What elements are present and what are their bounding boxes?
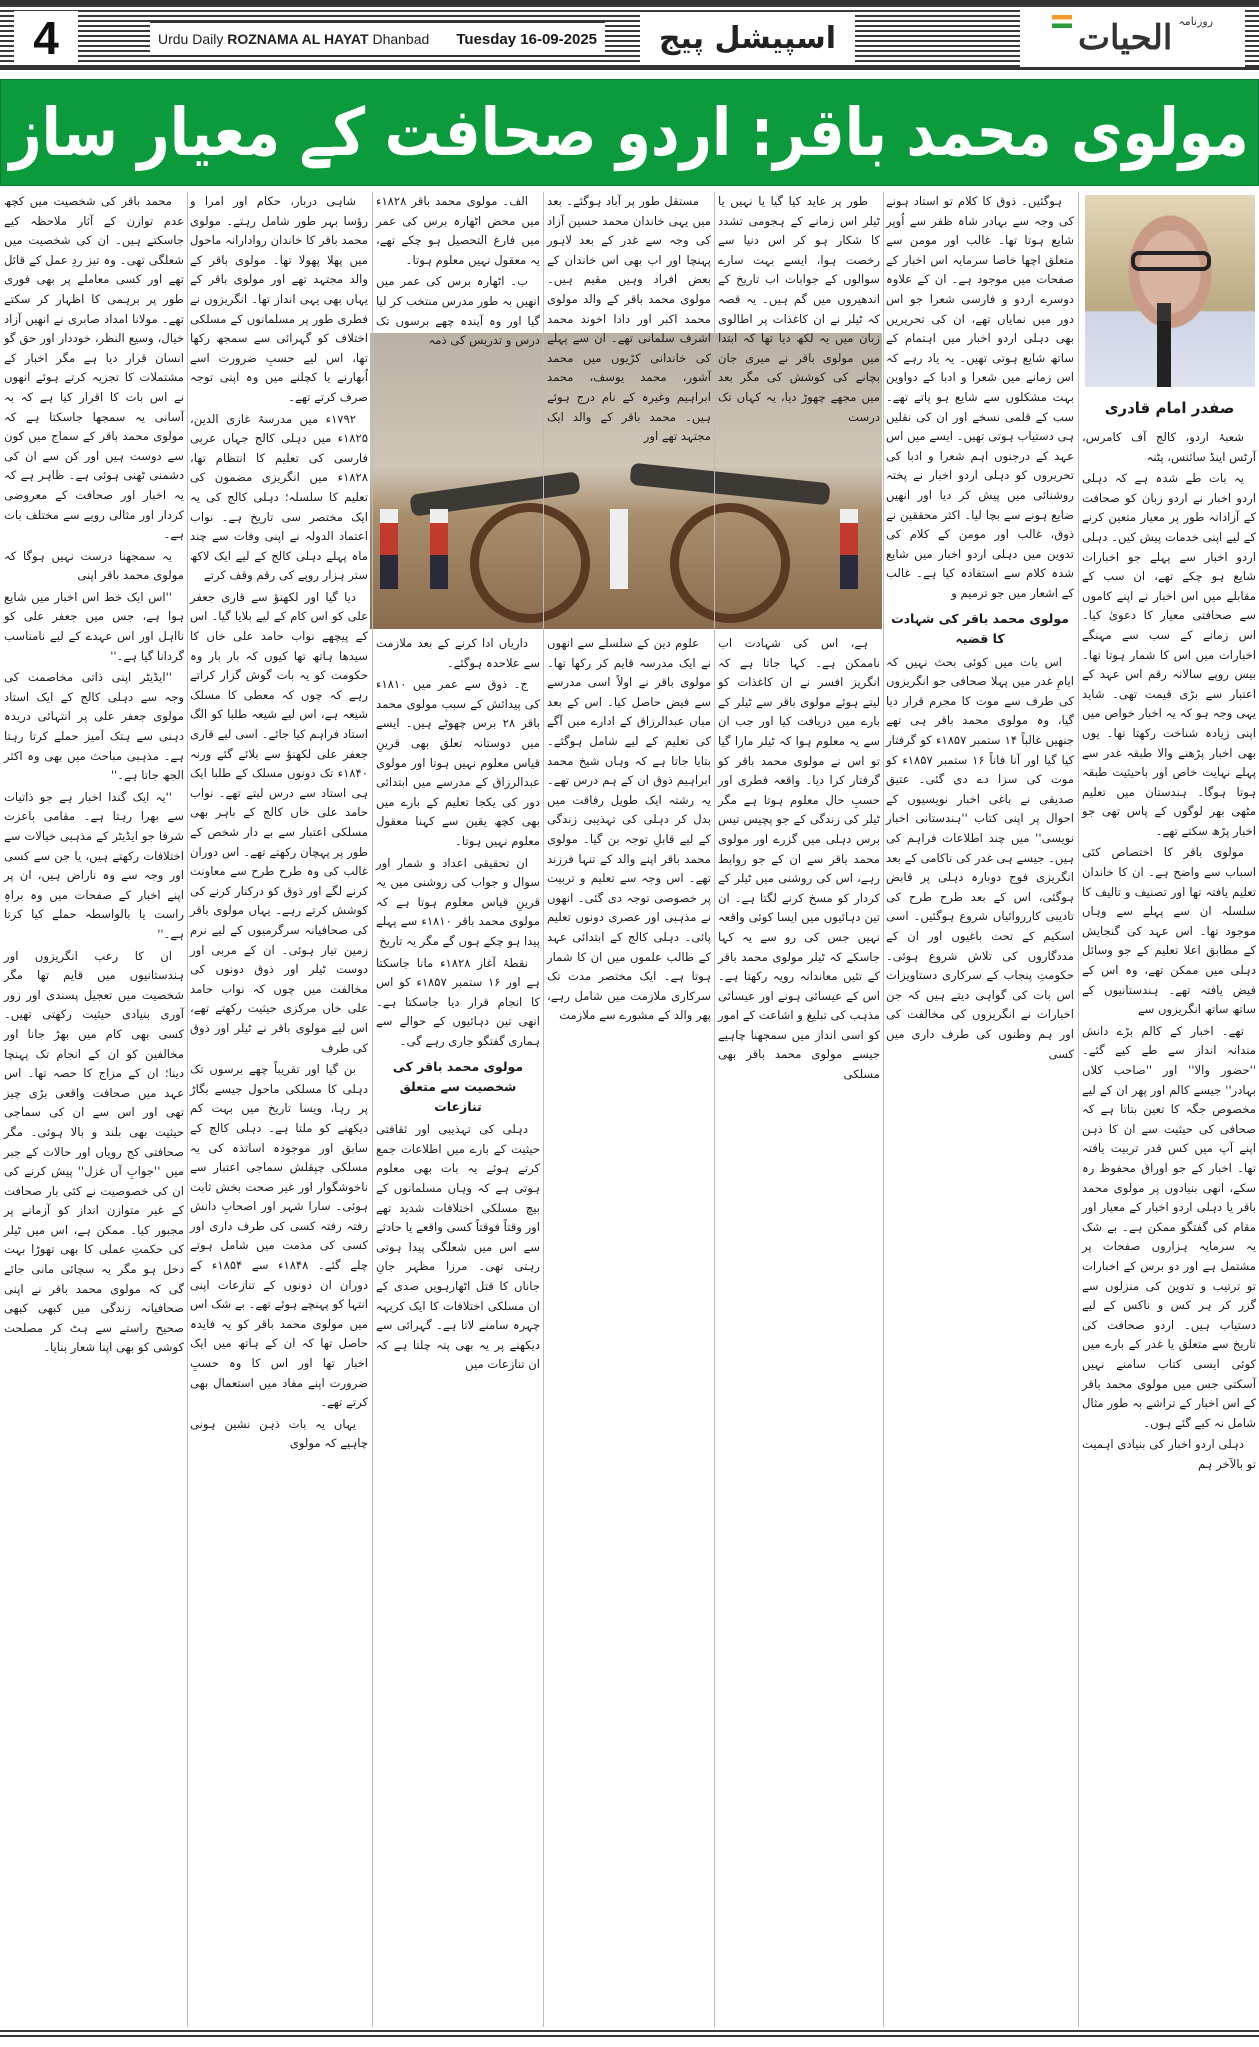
paragraph: مولوی باقر کا اختصاص کئی اسباب سے واضح ہے۔ ان کا خاندان تعلیم یافتہ تھا اور تصنیف و تالیف کا سلسلہ ان سے پہلے سے وہاں موجود تھا۔ اس عہد کی گنجایش کے مطابق اعلا تعلیم کے جو وسائل دہلی میں ممکن تھے، وہ اس کے فیض یافتہ تھے۔ ہندستانیوں کے ساتھ ساتھ انگریزوں سے	[1082, 845, 1256, 1017]
paragraph: یہ بات طے شدہ ہے کہ دہلی اردو اخبار نے اردو زبان کو صحافت کے آزادانہ طور پر معیار متعین کرنے کے لیے اپنی خدمات پیش کیں۔ دہلی اردو اخبار سے پہلے جو اخبارات شایع ہو چکے تھے، ان سب کے مقابلے میں اس اخبار نے اپنے کاموں سے صحافتی معیار کا دعویٰ کیا۔ اس زمانے کے سب سے مہنگے اخبارات میں اس کا شمار ہوتا تھا۔ بیس روپے سالانہ رقم اس عہد کے اعتبار سے بڑی قیمت تھی۔ شاید یہی وجہ ہو کہ یہ اخبار خواص میں اپنی زیادہ شناخت رکھتا تھا۔ یوں بھی اخبار پڑھنے والا طبقہ غدر سے پہلے نہایت خاص اور باحیثیت طبقہ ہوتا ہوگا۔ ہندستان میں تعلیم مٹھی بھر لوگوں کے پاس تھی جو اخبار پڑھ سکتے تھے۔	[1082, 471, 1256, 838]
paragraph: ''یہ ایک گندا اخبار ہے جو ذاتیات سے بھرا رہتا ہے۔ مقامی باعزت شرفا جو ایڈیٹر کے مذہبی خیالات سے اختلافات رکھتے ہیں، یا جن سے کسی اور وجہ سے وہ ناراض ہیں، ان پر اپنے اخبار کے صفحات میں وہ براہِ راست یا بالواسطہ حملے کیا کرتا ہے۔''	[4, 789, 184, 941]
paragraph: مستقل طور پر آباد ہوگئے۔ بعد میں یہی خاندان محمد حسین آزاد کی وجہ سے غدر کے بعد لاہور پہنچا اور اب بھی اس خاندان کے بعض افراد وہیں مقیم ہیں۔ مولوی محمد باقر کے والد مولوی محمد اکبر اور دادا اخوند محمد اشرف سلمانی تھے۔ ان سے پہلے کی خاندانی کڑیوں میں محمد آشور، محمد یوسف، محمد ابراہیم وغیرہ کے نام درج ہوئے ہیں۔ محمد باقر کے والد ایک مجتہد تھے اور	[547, 194, 711, 444]
paragraph: یہاں یہ بات ذہن نشین ہونی چاہیے کہ مولوی	[190, 1416, 368, 1451]
paragraph: ان تحقیقی اعداد و شمار اور سوال و جواب کی روشنی میں یہ قرینِ قیاس معلوم ہوتا ہے کہ مولوی محمد باقر ۱۸۱۰ء سے پہلے پیدا ہو چکے ہوں گے مگر یہ تاریخ	[376, 855, 540, 948]
soldier-figure	[430, 509, 448, 589]
paragraph: طور پر عاید کیا گیا یا نہیں یا ٹیلر اس زمانے کے ہجومی تشدد کا شکار ہو کر اس دنیا سے رخصت ہوا، ایسے بہت سارے سوالوں کے جوابات اب تاریخ کے اندھیروں میں گم ہیں۔ یہ قصہ کہ ٹیلر نے ان کاغذات پر اطالوی زبان میں یہ لکھ دیا تھا کہ ابتدا میں مولوی باقر نے میری جان بچانے کی کوشش کی مگر بعد میں مجھے چھوڑ دیا، یہ کہاں تک درست	[718, 194, 880, 424]
soldier-figure	[380, 509, 398, 589]
author-photo	[1085, 195, 1255, 387]
paragraph: الف۔ مولوی محمد باقر ۱۸۲۸ء میں محض اٹھارہ برس کی عمر میں فارغ التحصیل ہو چکے تھے، یہ معقول نہیں معلوم ہوتا۔	[376, 194, 540, 267]
paragraph: ہوگئیں۔ ذوق کا کلام تو استاد ہونے کی وجہ سے بہادر شاہ ظفر سے اُوپر شایع ہوتا تھا۔ غالب اور مومن سے متعلق اچھا خاصا سرمایہ اس اخبار کے صفحات میں موجود ہے۔ ان کے علاوہ دوسرے اردو و فارسی شعرا جو اس دور میں نمایاں تھے، ان کی تحریریں بھی دہلی اردو اخبار میں اہتمام کے ساتھ شایع ہوتی تھیں۔ یہ یاد رہے کہ اس زمانے میں شعرا و ادبا کے دواوین بہت مشکلوں سے شایع ہو پاتے تھے۔ سب کے قلمی نسخے اور ان کی نقلیں ہی دستیاب ہوتی تھیں۔ ایسے میں اس عہد کے درجنوں اہم شعرا و ادبا کی تحریروں کو دہلی اردو اخبار نے پختہ روشنائی میں پیش کر دیا اور انھیں ضایع ہونے سے بچا لیا۔ اکثر محققین نے ذوق، غالب اور مومن کے کلام کی تدوین میں دہلی اردو اخبار میں شایع شدہ کلام سے استفادہ کیا ہے۔ غالب کے اشعار میں جو ترمیم و	[886, 194, 1074, 600]
issue-date: Tuesday 16-09-2025	[456, 30, 597, 48]
paragraph: بن گیا اور تقریباً چھے برسوں تک دہلی کا مسلکی ماحول جیسے بگاڑ پر رہا، ویسا تاریخ میں بہت کم دیکھنے کو ملتا ہے۔ دہلی کالج کے سابق اور موجودہ اساتذہ کی یہ مسلکی چپقلش سماجی اعتبار سے ناخوشگوار اور غیر صحت بخش ثابت ہوئی۔ سارا شہر اور اصحابِ دانش رفتہ رفتہ کسی کی طرف داری اور کسی کی مذمت میں شامل ہوتے چلے گئے۔ ۱۸۴۸ء سے ۱۸۵۴ء کے دوران ان دونوں کے تنازعات اپنی انتہا کو پہنچے ہوئے تھے۔ بے شک اس میں مولوی محمد باقر کو یہ فایدہ حاصل تھا کہ ان کے ہاتھ میں ایک اخبار تھا اور اس کا وہ حسبِ ضرورت اپنے مفاد میں استعمال بھی کرتے تھے۔	[190, 1062, 368, 1410]
article-column-4	[547, 634, 711, 2027]
column-divider	[883, 192, 884, 2027]
article-column-1	[1082, 428, 1256, 2025]
paragraph: شعبۂ اردو، کالج آف کامرس، آرٹس اینڈ سائنس، پٹنہ	[1082, 430, 1256, 464]
section-title: اسپیشل پیج	[640, 13, 855, 65]
page-number: 4	[14, 11, 78, 65]
column-divider	[372, 192, 373, 2027]
newspaper-logo	[1020, 9, 1245, 67]
article-column-6	[190, 192, 368, 2027]
edition-prefix: Urdu Daily	[158, 31, 224, 47]
paragraph: علوم دین کے سلسلے سے انھوں نے ایک مدرسہ قایم کر رکھا تھا۔ مولوی باقر نے اولاً اسی مدرسے سے فیض حاصل کیا۔ اس کے بعد میاں عبدالرزاق کے ادارے میں آگے کی تعلیم کے لیے شامل ہوگئے۔ بتایا جاتا ہے کہ وہاں شیخ محمد ابراہیم ذوق ان کے ہم درس تھے۔ یہ رشتہ ایک طویل رفاقت میں بدل کر دہلی کی تہذیبی زندگی کے لیے قابلِ توجہ بن گیا۔ مولوی محمد باقر اپنے والد کے تنہا فرزند تھے۔ اس وجہ سے تعلیم و تربیت پر خصوصی توجہ دی گئی۔ انھوں نے مذہبی اور عصری دونوں تعلیم پائی۔ دہلی کالج کے ابتدائی عہد کے طالب علموں میں ان کا شمار ہوتا ہے۔ ایک مختصر مدت تک سرکاری ملازمت میں شامل رہے، پھر والد کے مشورے سے ملازمت	[547, 636, 711, 1023]
column-divider	[714, 192, 715, 2027]
cannon-wheel	[470, 503, 590, 623]
edition-info	[150, 21, 605, 57]
prisoner-figure	[610, 509, 628, 589]
paragraph: ہے، اس کی شہادت اب ناممکن ہے۔ کہا جاتا ہے کہ انگریز افسر نے ان کاغذات کو لیتے ہوئے مولوی باقر سے ٹیلر کے بارے میں دریافت کیا اور جب ان سے یہ معلوم ہوا کہ ٹیلر مارا گیا تو اس نے مولوی محمد باقر کو گرفتار کرا دیا۔ واقعہ فطری اور حسبِ حال معلوم ہوتا ہے مگر ٹیلر کی زندگی کے جو پچیس تیس برس دہلی میں گزرے اور مولوی محمد باقر سے ان کے جو روابط رہے، اس کی روشنی میں ٹیلر کے کردار کو مسخ کرنے لگتا ہے۔ ان تین دہائیوں میں ایسا کوئی واقعہ نہیں جس کی رو سے یہ کہا جاسکے کہ ٹیلر مولوی محمد باقر کے تئیں معاندانہ رویہ رکھتا ہے۔ اس کے عیسائی ہونے اور عیسائی مذہب کی تبلیغ و اشاعت کے امور کو اسی انداز میں سمجھنا چاہیے جیسے مولوی محمد باقر بھی مسلکی	[718, 636, 880, 1082]
article-column-2	[886, 192, 1074, 2027]
headline: مولوی محمد باقر: اردو صحافت کے معیار ساز	[9, 93, 1250, 171]
article-column-3-top	[718, 192, 880, 424]
author-name: صفدر امام قادری	[1104, 399, 1235, 417]
paragraph: دہلی اردو اخبار کی بنیادی اہمیت تو بالآخر ہم	[1082, 1437, 1256, 1471]
paragraph: محمد باقر کی شخصیت میں کچھ عدم توازن کے آثار ملاحظہ کیے جاسکتے ہیں۔ ان کی شخصیت میں شعلگی تھی۔ وہ تیز ردِ عمل کے قائل تھے اور کسی معاملے پر بھی فوری طور پر برہمی کا اظہار کر سکتے تھے۔ مولانا امداد صابری نے انھیں آزاد خیال، وسیع النظر، خوددار اور حق گو انسان قرار دیا ہے مگر اخبار کے مشتملات کا تجزیہ کرتے ہوئے انھوں نے اس بات کا اقرار کیا ہے کہ بہ آسانی یہ سمجھا جاسکتا ہے کہ مولوی محمد باقر کے سماج میں کون سے دوست ہیں اور کن سے ان کی دشمنی ٹھنی ہوئی ہے۔ ظاہر ہے کہ یہ اخبار اور صحافت کے معروضی کردار اور مثالی رویے سے مختلف بات ہے۔	[4, 194, 184, 542]
article-column-5-top	[376, 192, 540, 348]
edition-line	[158, 31, 429, 47]
paragraph: ۱۷۹۲ء میں مدرسۂ غازی الدین، ۱۸۲۵ء میں دہلی کالج جہاں عربی فارسی کی تعلیم کا انتظام تھا، ۱۸۲۸ء میں انگریزی مضمون کی تعلیم کا سلسلہ؛ دہلی کالج کی یہ ایک مختصر سی تاریخ ہے۔ نواب اعتماد الدولہ نے اپنی وفات سے چند ماہ پہلے دہلی کالج کے لیے ایک لاکھ ستر ہزار روپے کی رقم وقف کرتے	[190, 411, 368, 583]
paragraph: نقطۂ آغاز ۱۸۲۸ء مانا جاسکتا ہے اور ۱۶ ستمبر ۱۸۵۷ء کو اس کا انجام قرار دیا جاسکتا ہے۔ انھی تین دہائیوں کے حوالے سے ہماری گفتگو جاری رہے گی۔	[376, 955, 540, 1048]
paragraph: دہلی کی تہذیبی اور ثقافتی حیثیت کے بارے میں اطلاعات جمع کرتے ہوئے یہ بات بھی معلوم ہوتی ہے کہ وہاں مسلمانوں کے بیچ مسلکی اختلافات شدید تھے اور وقتاً فوقتاً کسی واقعے یا حادثے سے اس میں شعلگی پیدا ہوتی رہتی تھی۔ مرزا مظہر جانِ جاناں کا قتل اٹھارہویں صدی کے ان مسلکی اختلافات کا ایک کریہہ چہرہ سامنے لاتا ہے۔ گہرائی سے دیکھنے پر یہ بھی پتہ چلتا ہے کہ ان تنازعات میں	[376, 1122, 540, 1372]
article-column-7	[4, 192, 184, 2027]
soldier-figure	[840, 509, 858, 589]
paragraph: داریاں ادا کرنے کے بعد ملازمت سے علاحدہ ہوگئے۔	[376, 636, 540, 670]
paragraph: ج۔ ذوق سے عمر میں ۱۸۱۰ء کی پیدائش کے سبب مولوی محمد باقر ۲۸ برس چھوٹے ہیں۔ ایسے میں دوستانہ تعلق بھی قرینِ قیاس معلوم نہیں ہوتا اور مولوی عبدالرزاق کے مدرسے میں ابتدائی دور کی یکجا تعلیم کے بارے میں بھی کچھ یقین سے کہنا معقول معلوم نہیں ہوتا۔	[376, 677, 540, 848]
cannon-shape	[629, 463, 830, 506]
glasses-shape	[1131, 251, 1211, 271]
paragraph: تھے۔ اخبار کے کالم بڑے دانش مندانہ انداز سے طے کیے گئے۔ ''حضور والا'' اور ''صاحب کلاں بہادر'' جیسے کالم اور پھر ان کے لیے مخصوص جگہ کا تعین بتاتا ہے کہ صحافی کی حیثیت سے ان کا ذہن اپنے آپ میں کس قدر تربیت یافتہ تھا۔ اخبار کے جو اوراق محفوظ رہ سکے، انھی بنیادوں پر مولوی محمد باقر یا دہلی اردو اخبار کے معیار اور مقام کی گفتگو ممکن ہے۔ بے شک یہ سرمایہ ہزاروں صفحات پر مشتمل ہے اور دو برس کے اخبارات تو ترتیب و تدوین کی منزلوں سے گزر کر ہر کس و ناکس کے لیے دستیاب ہیں۔ اردو صحافت کی تاریخ سے متعلق یا غدر کے بارے میں کوئی ایسی کتاب سامنے نہیں آسکتی جس میں مولوی محمد باقر کے اس اخبار کے تراشے بہ طور مثال شامل نہ کیے گئے ہوں۔	[1082, 1023, 1256, 1430]
paragraph: یہ سمجھنا درست نہیں ہوگا کہ مولوی محمد باقر اپنی	[4, 548, 184, 583]
paragraph: شاہی دربار، حکام اور امرا و رؤسا بہر طور شامل رہتے۔ مولوی محمد باقر کا خاندان روادارانہ ماحول میں پھلا پھولا تھا۔ مولوی باقر کے والد مجتہد تھے اور مولوی باقر کے یہاں بھی یہی انداز تھا۔ انگریزوں نے فطری طور پر مسلمانوں کے مسلکی اختلاف کو گہرائی سے سمجھ رکھا تھا، اس لیے حسبِ ضرورت اسے اُبھارنے یا کچلنے میں وہ اپنی توجہ صرف کرتے تھے۔	[190, 194, 368, 404]
microphone-shape	[1157, 303, 1171, 387]
column-divider	[187, 192, 188, 2027]
paragraph: ''اس ایک خط اس اخبار میں شایع ہوا ہے، جس میں جعفر علی کو نااہل اور اس عہدے کے لیے نامناسب گردانا گیا ہے۔''	[4, 589, 184, 663]
article-column-3	[718, 634, 880, 2027]
subheading: مولوی محمد باقر کی شہادت کا قضیہ	[891, 611, 1069, 647]
paragraph: ''ایڈیٹر اپنی ذاتی مخاصمت کی وجہ سے دہلی کالج کے ایک استاد مولوی جعفر علی پر انتہائی دریدہ دہنی سے ہتک آمیز حملے کرتا رہتا ہے۔ مذہبی مباحث میں بھی وہ اکثر الجھ جاتا ہے۔''	[4, 670, 184, 783]
paper-name: ROZNAMA AL HAYAT	[227, 31, 369, 47]
paragraph: دیا گیا اور لکھنؤ سے قاری جعفر علی کو اس کام کے لیے بلایا گیا۔ اس کے پیچھے نواب حامد علی خاں کا سیدھا ہاتھ تھا کیوں کہ بار بار وہ حکومت کو یہ بات گوش گزار کراتے رہے کہ چوں کہ معطی کا مسلک شیعہ ہے، اس لیے شیعہ طلبا کو الگ استاد فراہم کیا جائے۔ اسی لیے قاری جعفر علی لکھنؤ سے بلائے گئے ورنہ ۱۸۴۰ء تک دونوں مسلک کے طلبا ایک ہی استاد سے درس لیتے تھے۔ نواب حامد علی خاں کالج کے باہر بھی مسلکی اعتبار سے بے دار شخص کے طور پر پہچان رکھتے تھے۔ اس دوران غالب کی وہ طرح طرح سے معاونت کرنے لگے اور ذوق کو درکنار کرنے کی کوشش کرتے رہے۔ یہاں مولوی باقر کی صحافیانہ سرگرمیوں کے لیے نرم زمین تیار ہوئی۔ ان کے مربی اور دوست ٹیلر اور ذوق دونوں کی مخالفت میں چوں کہ نواب حامد علی خاں مرکزی حیثیت رکھتے تھے، اس لیے مولوی باقر نے ٹیلر اور ذوق کی طرف	[190, 589, 368, 1055]
column-divider	[543, 192, 544, 2027]
flag-icon	[1052, 15, 1072, 28]
bottom-rule	[0, 2030, 1259, 2040]
subheading: مولوی محمد باقر کی شخصیت سے متعلق تنازعات	[392, 1059, 524, 1114]
paragraph: اس بات میں کوئی بحث نہیں کہ ایامِ غدر میں پہلا صحافی جو انگریزوں کی طرف سے موت کا مجرم قرار دیا گیا، وہ مولوی محمد باقر ہی تھے جنھیں غالباً ۱۴ ستمبر ۱۸۵۷ء کو گرفتار کیا گیا اور آنا فاناً ۱۶ ستمبر ۱۸۵۷ء کو موت کی سزا دے دی گئی۔ عتیق صدیقی نے باغی اخبار نویسیوں کے احوال پر اپنی کتاب ''ہندستانی اخبار نویسی'' میں چند اطلاعات فراہم کی ہیں۔ جیسے ہی غدر کی ناکامی کے بعد انگریزی فوج دوبارہ دہلی پر قابض ہوگئی، اس کے بعد طرح طرح کی تادیبی کارروائیاں شروع ہوگئیں۔ اسی اسکیم کے تحت باغیوں اور ان کے مددگاروں کی تلاش شروع ہوئی۔ حکومتِ پنجاب کے سرکاری دستاویزات اس بات کی گواہی دیتے ہیں کہ جن اخبارات نے انگریزوں کی مخالفت کی اور ہم وطنوں کی طرف داری میں کسی	[886, 654, 1074, 1061]
logo-main: الحیات	[1077, 18, 1173, 58]
cannon-wheel	[670, 503, 790, 623]
column-divider	[1078, 192, 1079, 2027]
paragraph: ب۔ اٹھارہ برس کی عمر میں انھیں بہ طور مدرس منتخب کر لیا گیا اور وہ آیندہ چھے برسوں تک درس و تدریس کی ذمہ	[376, 274, 540, 348]
article-column-5	[376, 634, 540, 2027]
masthead	[0, 0, 1259, 70]
city: Dhanbad	[372, 31, 430, 47]
headline-band	[0, 79, 1259, 186]
article-column-4-top	[547, 192, 711, 444]
paragraph: ان کا رعب انگریزوں اور ہندستانیوں میں قایم تھا مگر شخصیت میں تعجیل پسندی اور زور آوری بنیادی حیثیت رکھتی تھیں۔ کسی بھی کام میں بھڑ جانا اور مخالفین کو ان کے انجام تک پہنچا دینا؛ ان کے مزاج کا حصہ تھا۔ اس عہد میں صحافت واقعی بڑی چیز تھی اور اس سے ان کی سماجی حیثیت بھی بلند و بالا ہوئی۔ مگر صحافتی کج رویاں اور حالات کے جبر میں ''جوابِ آں غزل'' پیش کرنے کی ان کی خصوصیت نے کئی بار صحافت کے غیر متوازن انداز کو آزمانے پر مجبور کیا۔ ممکن ہے، اس میں ٹیلر کی حکمتِ عملی کا بھی تھوڑا بہت دخل ہو مگر یہ سچائی مانی جائے گی کہ مولوی محمد باقر نے اپنی صحافیانہ زندگی میں کبھی کبھی صحیح راستے سے ہٹ کر مصلحت کوشی کو بھی اپنا شعار بنایا۔	[4, 948, 184, 1355]
logo-small: روزنامہ	[1178, 15, 1214, 28]
